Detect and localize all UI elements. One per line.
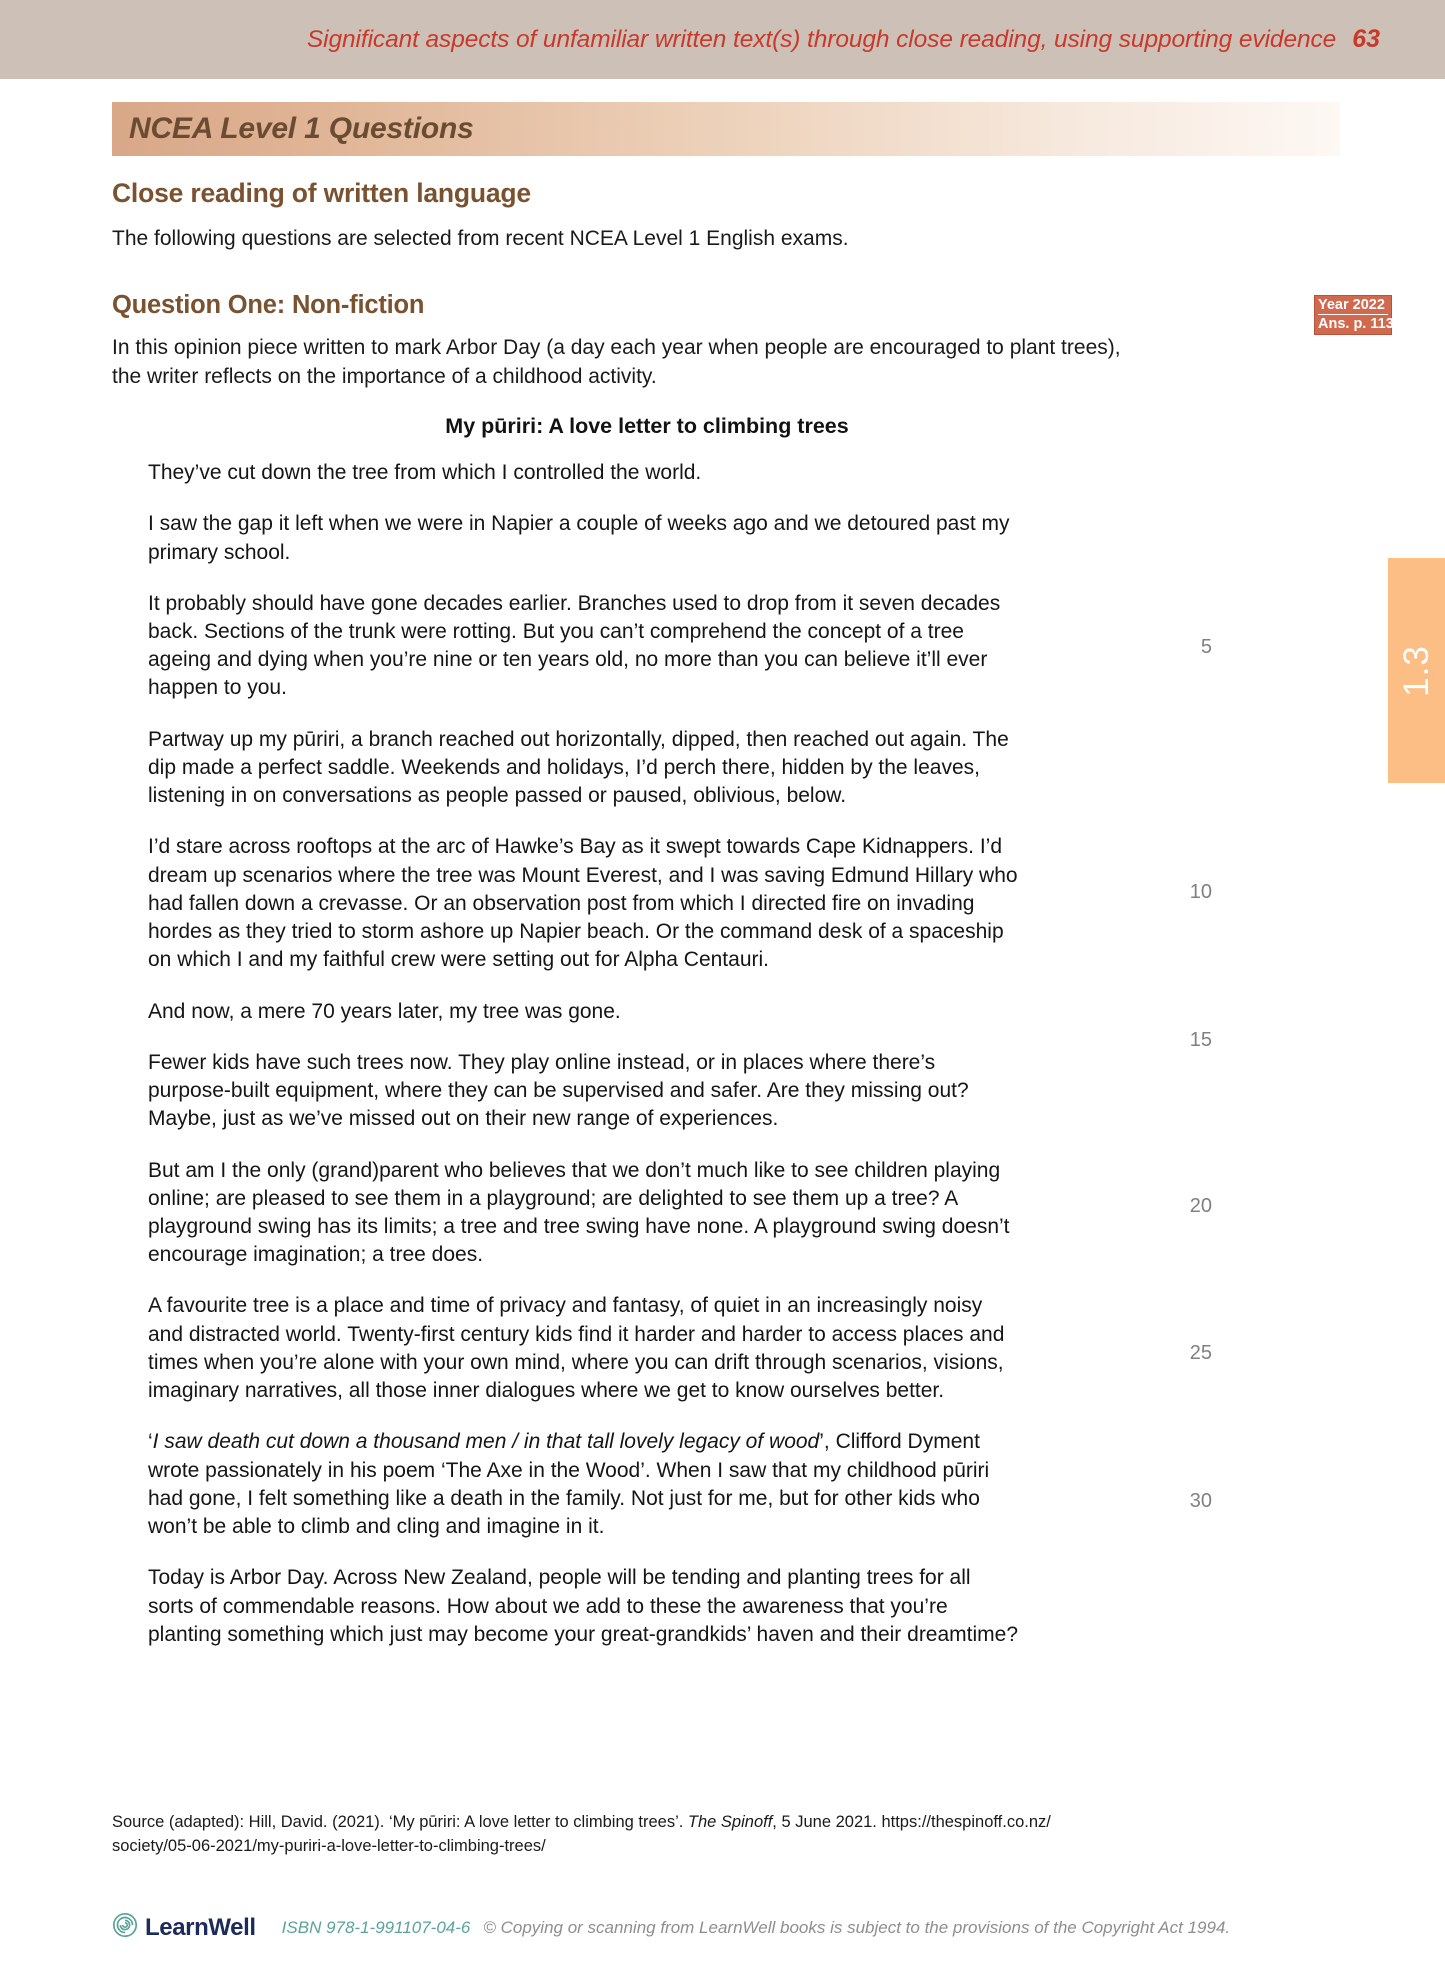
running-header bbox=[0, 0, 1445, 79]
question-intro-text: In this opinion piece written to mark Arbor Day (a day each year when people are encouraged to plant trees), the writer reflects on the importance of a childhood activity. bbox=[112, 336, 1121, 389]
year-badge-year: Year 2022 bbox=[1318, 297, 1388, 315]
source-line-2: society/05-06-2021/my-puriri-a-love-letter-to-climbing-trees/ bbox=[112, 1837, 546, 1856]
extract-paragraph: I’d stare across rooftops at the arc of Hawke’s Bay as it swept towards Cape Kidnappers. I’d dream up scenarios where the tree was Mount Everest, and I was saving Edmund Hillary who had fallen down a crevasse. Or an observation post from which I directed fire on invading hordes as they tried to storm ashore up Napier beach. Or the command desk of a spaceship on which I and my faithful crew were setting out for Alpha Centauri. bbox=[148, 835, 1018, 972]
standard-side-tab bbox=[1388, 558, 1445, 783]
page-footer bbox=[112, 1912, 1342, 1943]
question-heading: Question One: Non-fiction bbox=[112, 291, 425, 320]
section-banner bbox=[112, 102, 1340, 156]
extract-paragraph: It probably should have gone decades earlier. Branches used to drop from it seven decades back. Sections of the trunk were rotting. But you can’t comprehend the concept of a tree ageing and dying when you’re nine or ten years old, no more than you can believe it’ll ever happen to you. bbox=[148, 591, 1001, 700]
source-line-1-prefix: Source (adapted): Hill, David. (2021). ‘My pūriri: A love letter to climbing trees’. bbox=[112, 1813, 688, 1831]
running-header-title: Significant aspects of unfamiliar written text(s) through close reading, using supporting evidence bbox=[306, 25, 1337, 53]
extract-paragraph: They’ve cut down the tree from which I controlled the world. bbox=[148, 461, 702, 485]
page-content bbox=[112, 178, 1292, 1672]
extract-paragraph: And now, a mere 70 years later, my tree was gone. bbox=[148, 999, 621, 1023]
standard-side-tab-label: 1.3 bbox=[1396, 644, 1436, 697]
line-number: 5 bbox=[1200, 636, 1212, 658]
section-lead-text: The following questions are selected from recent NCEA Level 1 English exams. bbox=[112, 227, 849, 250]
line-number: 10 bbox=[1189, 881, 1212, 903]
extract-paragraph: A favourite tree is a place and time of privacy and fantasy, of quiet in an increasingly noisy and distracted world. Twenty-first century kids find it harder and harder to access places and times when you’re alone with your own mind, where you can drift through scenarios, visions, imaginary narratives, all those inner dialogues where we get to know ourselves better. bbox=[148, 1294, 1005, 1403]
section-heading: Close reading of written language bbox=[112, 178, 531, 208]
extract-paragraph: Today is Arbor Day. Across New Zealand, people will be tending and planting trees for all sorts of commendable reasons. How about we add to these the awareness that you’re planting something which just may become your great-grandkids’ haven and their dreamtime? bbox=[148, 1566, 1019, 1646]
source-publication: The Spinoff bbox=[687, 1813, 773, 1831]
source-citation bbox=[112, 1810, 1312, 1858]
learnwell-wordmark: LearnWell bbox=[145, 1913, 256, 1941]
page-number: 63 bbox=[1352, 25, 1380, 53]
footer-copyright: © Copying or scanning from LearnWell books is subject to the provisions of the Copyright Act 1994. bbox=[483, 1917, 1231, 1937]
extract-title: My pūriri: A love letter to climbing trees bbox=[445, 414, 849, 439]
source-line-1-suffix: , 5 June 2021. https://thespinoff.co.nz/ bbox=[772, 1813, 1051, 1831]
year-badge-answer-page: Ans. p. 113 bbox=[1318, 316, 1394, 333]
spiral-icon bbox=[112, 1912, 138, 1943]
line-number: 15 bbox=[1189, 1029, 1212, 1051]
year-answer-badge bbox=[1314, 295, 1392, 335]
footer-isbn: ISBN 978-1-991107-04-6 bbox=[281, 1917, 471, 1937]
extract-paragraph: ‘I saw death cut down a thousand men / in that tall lovely legacy of wood’, Clifford Dyment wrote passionately in his poem ‘The Axe in the Wood’. When I saw that my childhood pūriri had gone, I felt something like a death in the family. Not just for me, but for other kids who won’t be able to climb and cling and imagine in it. bbox=[148, 1430, 990, 1539]
learnwell-logo bbox=[112, 1912, 256, 1943]
line-number: 20 bbox=[1189, 1195, 1212, 1217]
extract-body bbox=[112, 459, 1292, 1649]
extract-paragraph: I saw the gap it left when we were in Napier a couple of weeks ago and we detoured past my primary school. bbox=[148, 512, 1010, 564]
section-banner-title: NCEA Level 1 Questions bbox=[129, 112, 474, 145]
extract-paragraph: But am I the only (grand)parent who believes that we don’t much like to see children playing online; are pleased to see them in a playground; are delighted to see them up a tree? A playground swing has its limits; a tree and tree swing have none. A playground swing doesn’t encourage imagination; a tree does. bbox=[148, 1158, 1010, 1267]
extract-paragraph: Fewer kids have such trees now. They play online instead, or in places where there’s purpose-built equipment, where they can be supervised and safer. Are they missing out? Maybe, just as we’ve missed out on their new range of experiences. bbox=[148, 1050, 969, 1131]
line-number: 30 bbox=[1189, 1490, 1212, 1512]
extract-paragraph: Partway up my pūriri, a branch reached out horizontally, dipped, then reached out again. The dip made a perfect saddle. Weekends and holidays, I’d perch there, hidden by the leaves, listening in on conversations as people passed or paused, oblivious, below. bbox=[148, 727, 1009, 808]
line-number: 25 bbox=[1189, 1342, 1212, 1364]
